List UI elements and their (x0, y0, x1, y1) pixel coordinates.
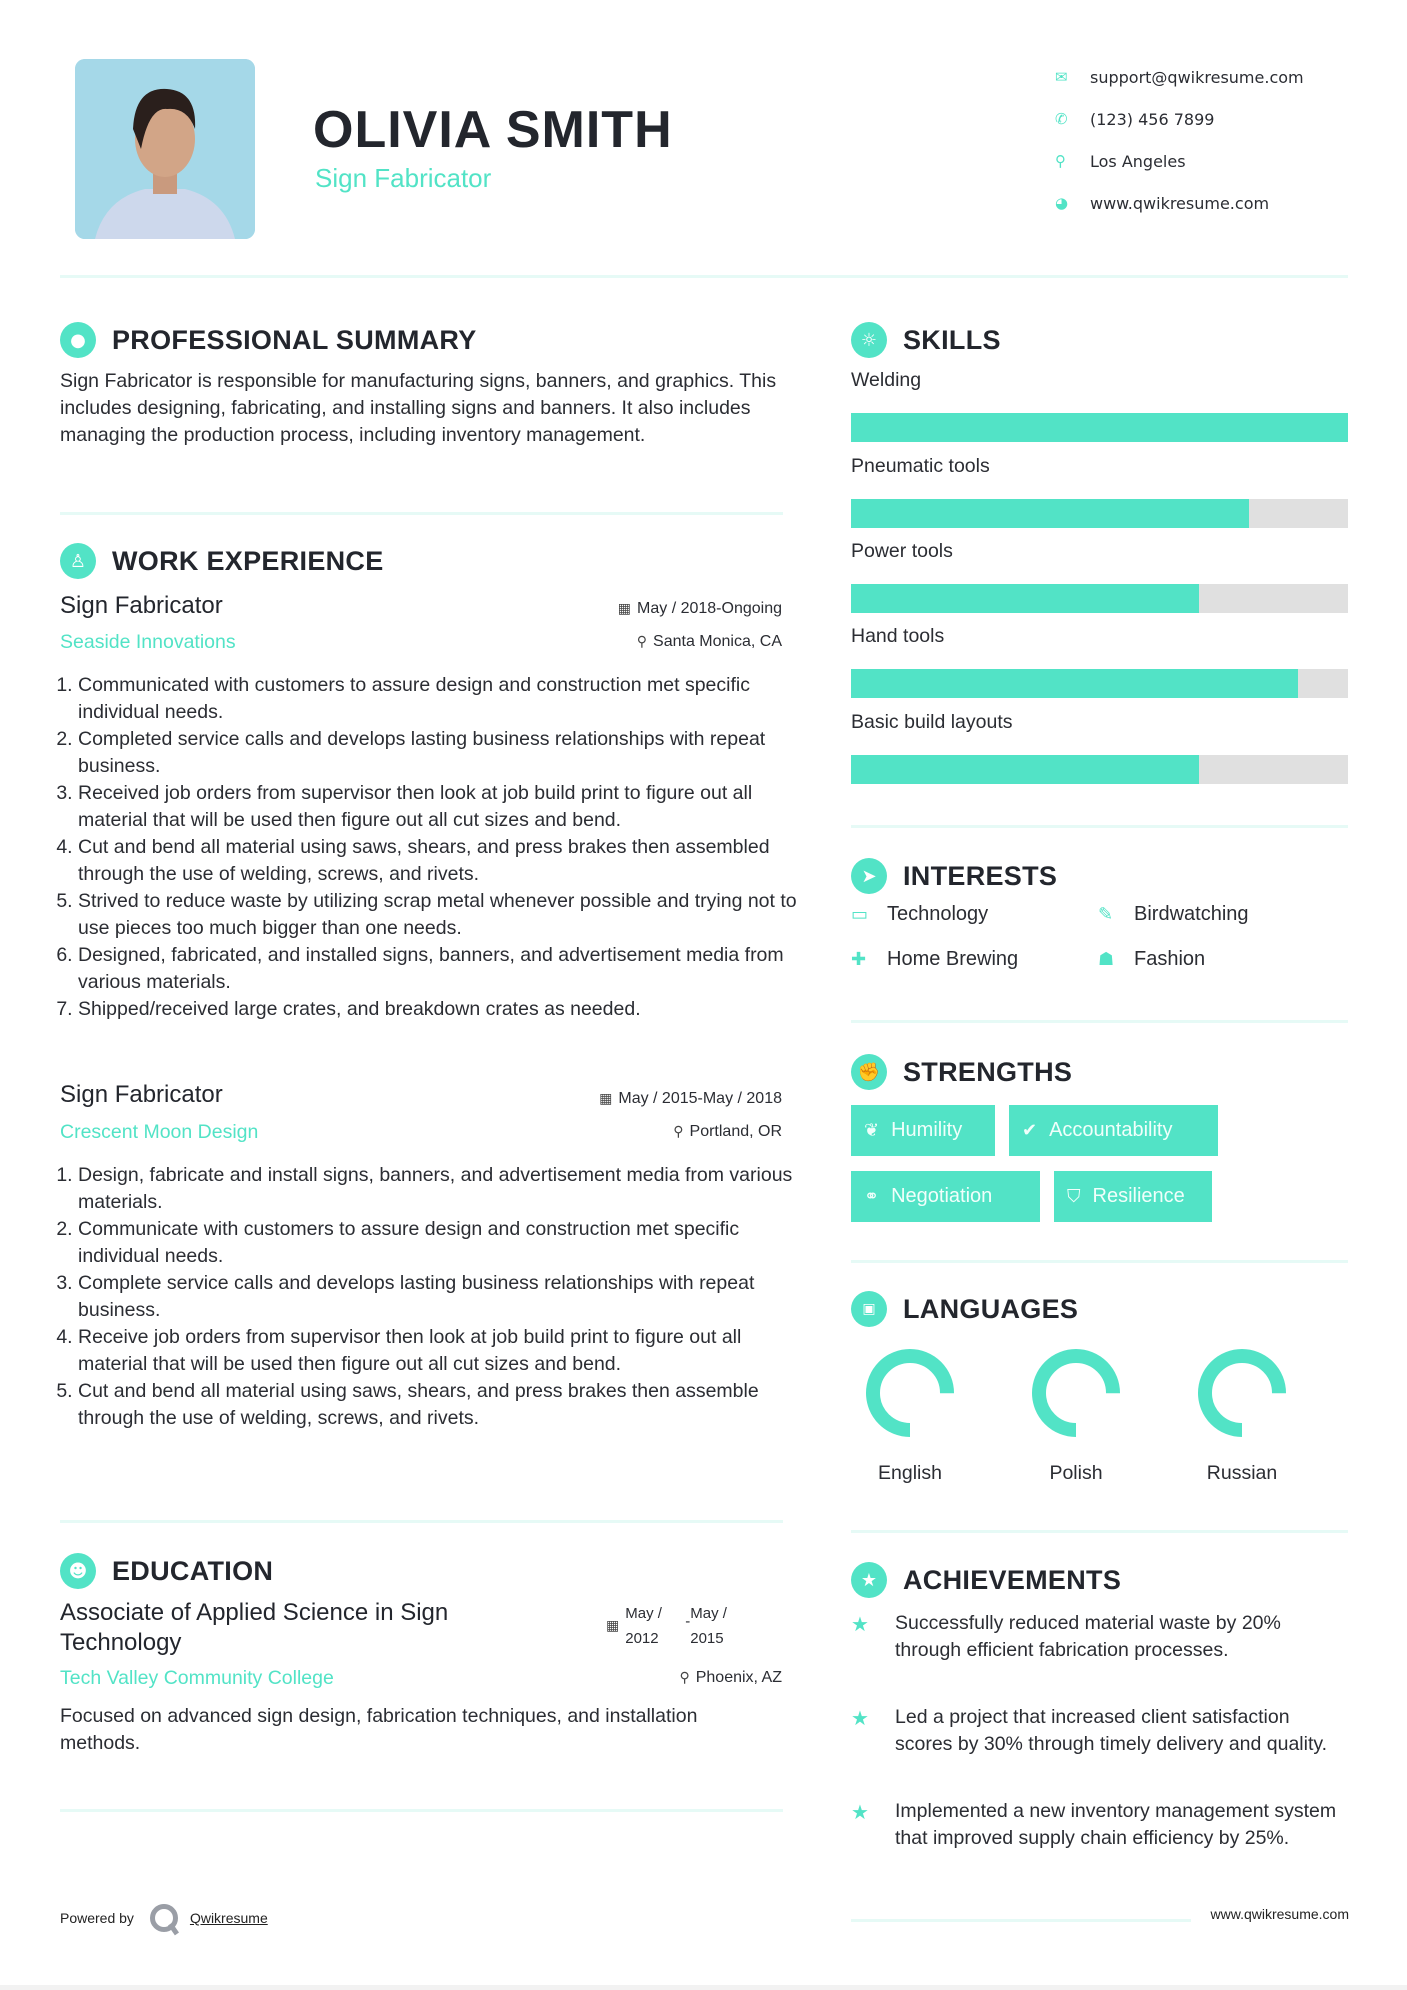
list-item: 2. Completed service calls and develops lasting business relationships with repeat business. (78, 726, 800, 780)
achievement-item (851, 1798, 1341, 1852)
achievement-item (851, 1704, 1341, 1758)
qwikresume-link[interactable]: Qwikresume (189, 1910, 268, 1926)
achievements-divider (851, 1919, 1191, 1922)
skill-label: Power tools (851, 540, 953, 562)
summary-text: Sign Fabricator is responsible for manufacturing signs, banners, and graphics. This includes designing, fabricating, and installing signs and banners. It also includes managing the production process, including inventory management. (60, 370, 777, 446)
job-company: Crescent Moon Design (60, 1121, 259, 1143)
interest-label: Home Brewing (887, 948, 1019, 970)
fist-icon: ✊ (851, 1054, 887, 1090)
interests-heading (851, 858, 1057, 894)
job-dates-text: May / 2018-Ongoing (637, 600, 782, 617)
list-item: 3. Received job orders from supervisor then look at job build print to figure out all material that will be used then figure out all cut sizes and bend. (78, 780, 800, 834)
list-item: 5. Strived to reduce waste by utilizing scrap metal whenever possible and trying not to use pieces too much bigger than one needs. (78, 888, 800, 942)
achievement-text: Led a project that increased client satisfaction scores by 30% through timely delivery and quality. (895, 1706, 1328, 1755)
user-icon: ● (60, 322, 96, 358)
check-circle-icon: ✔ (1022, 1120, 1038, 1140)
globe-icon: ◕ (1055, 194, 1069, 212)
shopping-bag-icon: ☗ (1098, 949, 1115, 969)
contact-phone-text: (123) 456 7899 (1090, 109, 1215, 129)
strength-tag (1009, 1105, 1218, 1156)
contact-website[interactable] (1055, 182, 1304, 224)
skills-divider (851, 825, 1348, 828)
shooting-star-icon: ★ (851, 1706, 869, 1730)
job-role: Sign Fabricator (60, 1081, 223, 1108)
pushpin-icon: ⚲ (679, 1669, 690, 1685)
strength-tag (851, 1171, 1040, 1222)
header-divider (60, 275, 1348, 278)
skill-item (851, 625, 1348, 698)
languages-title: LANGUAGES (903, 1293, 1079, 1324)
strength-label: Negotiation (891, 1185, 993, 1207)
strengths-title: STRENGTHS (903, 1056, 1073, 1087)
list-item: 2. Communicate with customers to assure design and construction met specific individual needs. (78, 1216, 800, 1270)
summary-heading (60, 322, 477, 358)
list-item: 1. Design, fabricate and install signs, banners, and advertisement media from various materials. (78, 1162, 800, 1216)
language-ring (1195, 1346, 1289, 1440)
contact-location-text: Los Angeles (1090, 151, 1186, 171)
skill-bar (851, 669, 1348, 698)
contact-email[interactable] (1055, 56, 1304, 98)
list-item: 4. Receive job orders from supervisor then look at job build print to figure out all material that will be used then figure out all cut sizes and bend. (78, 1324, 800, 1378)
achievement-text: Successfully reduced material waste by 20% through efficient fabrication processes. (895, 1612, 1281, 1661)
language-item (1016, 1346, 1136, 1485)
interests-divider (851, 1020, 1348, 1023)
interest-item (851, 948, 1018, 971)
experience-title: WORK EXPERIENCE (112, 545, 384, 576)
pushpin-icon: ⚲ (636, 633, 648, 649)
skill-label: Hand tools (851, 625, 945, 647)
list-item: 4. Cut and bend all material using saws, shears, and press brakes then assembled through the use of welding, screws, and rivets. (78, 834, 800, 888)
interest-item (1098, 948, 1205, 971)
job-dates (599, 1090, 782, 1108)
shield-icon: ⛉ (1067, 1186, 1081, 1206)
calendar-icon: ▦ (599, 1090, 613, 1106)
phone-icon: ✆ (1055, 110, 1068, 128)
skill-bar (851, 584, 1348, 613)
education-end: May / 2015 (690, 1605, 727, 1647)
strengths-divider (851, 1260, 1348, 1263)
contact-email-text: support@qwikresume.com (1090, 67, 1304, 87)
skill-bar-fill (851, 413, 1348, 442)
contact-location (1055, 140, 1304, 182)
paper-plane-icon: ➤ (851, 858, 887, 894)
skill-label: Pneumatic tools (851, 455, 990, 477)
job-role: Sign Fabricator (60, 592, 223, 619)
education-date-separator: - (685, 1613, 691, 1630)
language-label: Polish (1049, 1462, 1103, 1484)
experience-heading (60, 543, 384, 579)
education-location-text: Phoenix, AZ (695, 1669, 782, 1686)
strength-label: Accountability (1049, 1119, 1173, 1141)
languages-heading (851, 1291, 1078, 1327)
skill-bar-fill (851, 499, 1249, 528)
job-location (673, 1123, 782, 1141)
education-title: EDUCATION (112, 1555, 274, 1586)
skill-bar (851, 499, 1348, 528)
language-ring (863, 1346, 957, 1440)
achievement-item (851, 1610, 1341, 1664)
interest-label: Birdwatching (1134, 903, 1249, 925)
translate-icon: ▣ (851, 1291, 887, 1327)
language-item (850, 1346, 970, 1485)
job-bullets (60, 672, 800, 1023)
languages-divider (851, 1530, 1348, 1533)
list-item: 7. Shipped/received large crates, and breakdown crates as needed. (78, 996, 800, 1023)
footer-site-link[interactable]: www.qwikresume.com (1210, 1906, 1349, 1922)
skill-label: Welding (851, 369, 922, 391)
job-dates-text: May / 2015-May / 2018 (618, 1090, 782, 1107)
strength-label: Humility (891, 1119, 963, 1141)
job-location-text: Santa Monica, CA (653, 633, 782, 650)
education-location (679, 1669, 782, 1687)
achievement-text: Implemented a new inventory management system that improved supply chain efficiency by 25%. (895, 1800, 1337, 1849)
interest-label: Fashion (1134, 948, 1206, 970)
skills-title: SKILLS (903, 324, 1001, 355)
job-bullets (60, 1162, 800, 1432)
education-divider (60, 1809, 783, 1812)
envelope-icon: ✉ (1055, 68, 1068, 86)
skill-bar (851, 755, 1348, 784)
puzzle-icon: ✚ (851, 949, 867, 969)
handshake-icon: ⚭ (864, 1186, 880, 1206)
experience-divider (60, 1520, 783, 1523)
edit-icon: ✎ (1098, 904, 1114, 924)
education-school: Tech Valley Community College (60, 1667, 334, 1689)
page-bottom-edge (0, 1985, 1407, 1990)
office-chair-icon: ♙ (60, 543, 96, 579)
interests-title: INTERESTS (903, 860, 1058, 891)
pushpin-icon: ⚲ (673, 1123, 684, 1139)
language-label: Russian (1206, 1462, 1278, 1484)
lightbulb-icon: ☼ (851, 322, 887, 358)
powered-by (60, 1904, 268, 1932)
education-start: May / 2012 (625, 1605, 662, 1647)
calendar-icon: ▦ (617, 600, 632, 616)
job-location-text: Portland, OR (689, 1123, 782, 1140)
contact-website-text: www.qwikresume.com (1090, 193, 1270, 213)
shooting-star-icon: ★ (851, 1800, 869, 1824)
education-degree: Associate of Applied Science in Sign Technology (60, 1599, 449, 1656)
interest-item (1098, 903, 1249, 926)
skills-heading (851, 322, 1001, 358)
laptop-icon: ▭ (851, 904, 869, 924)
skill-label: Basic build layouts (851, 711, 1013, 733)
language-ring (1029, 1346, 1123, 1440)
contact-list (1055, 56, 1304, 224)
education-description: Focused on advanced sign design, fabrication techniques, and installation methods. (60, 1705, 698, 1754)
map-pin-icon: ⚲ (1055, 152, 1066, 170)
profile-photo (75, 59, 255, 239)
job-location (637, 633, 782, 651)
skill-item (851, 369, 1348, 442)
strength-tag (1054, 1171, 1212, 1222)
summary-title: PROFESSIONAL SUMMARY (112, 324, 477, 355)
list-item: 6. Designed, fabricated, and installed signs, banners, and advertisement media from various materials. (78, 942, 800, 996)
job-dates (618, 600, 782, 618)
powered-by-text: Powered by (60, 1910, 134, 1926)
language-label: English (878, 1462, 942, 1484)
leaf-icon: ❦ (864, 1120, 880, 1140)
skill-bar-fill (851, 584, 1199, 613)
contact-phone[interactable] (1055, 98, 1304, 140)
candidate-title: Sign Fabricator (315, 163, 492, 193)
shooting-star-icon: ★ (851, 1612, 869, 1636)
achievements-heading (851, 1562, 1121, 1598)
qwikresume-logo-icon (150, 1904, 178, 1932)
list-item: 1. Communicated with customers to assure design and construction met specific individual needs. (78, 672, 800, 726)
skill-item (851, 455, 1348, 528)
strength-tag (851, 1105, 995, 1156)
strength-label: Resilience (1092, 1185, 1185, 1207)
calendar-icon: ▦ (606, 1617, 620, 1633)
skill-bar (851, 413, 1348, 442)
education-heading (60, 1553, 273, 1589)
skill-bar-fill (851, 755, 1199, 784)
skill-item (851, 711, 1348, 784)
education-dates (606, 1601, 786, 1651)
interest-label: Technology (887, 903, 989, 925)
achievements-title: ACHIEVEMENTS (903, 1564, 1122, 1595)
strengths-heading (851, 1054, 1072, 1090)
job-company: Seaside Innovations (60, 631, 236, 653)
list-item: 5. Cut and bend all material using saws, shears, and press brakes then assemble through the use of welding, screws, and rivets. (78, 1378, 800, 1432)
interest-item (851, 903, 988, 926)
graduate-icon: ☻ (60, 1553, 96, 1589)
skill-item (851, 540, 1348, 613)
star-icon: ★ (851, 1562, 887, 1598)
candidate-name: OLIVIA SMITH (313, 101, 673, 159)
skill-bar-fill (851, 669, 1298, 698)
language-item (1182, 1346, 1302, 1485)
list-item: 3. Complete service calls and develops lasting business relationships with repeat business. (78, 1270, 800, 1324)
summary-divider (60, 512, 783, 515)
